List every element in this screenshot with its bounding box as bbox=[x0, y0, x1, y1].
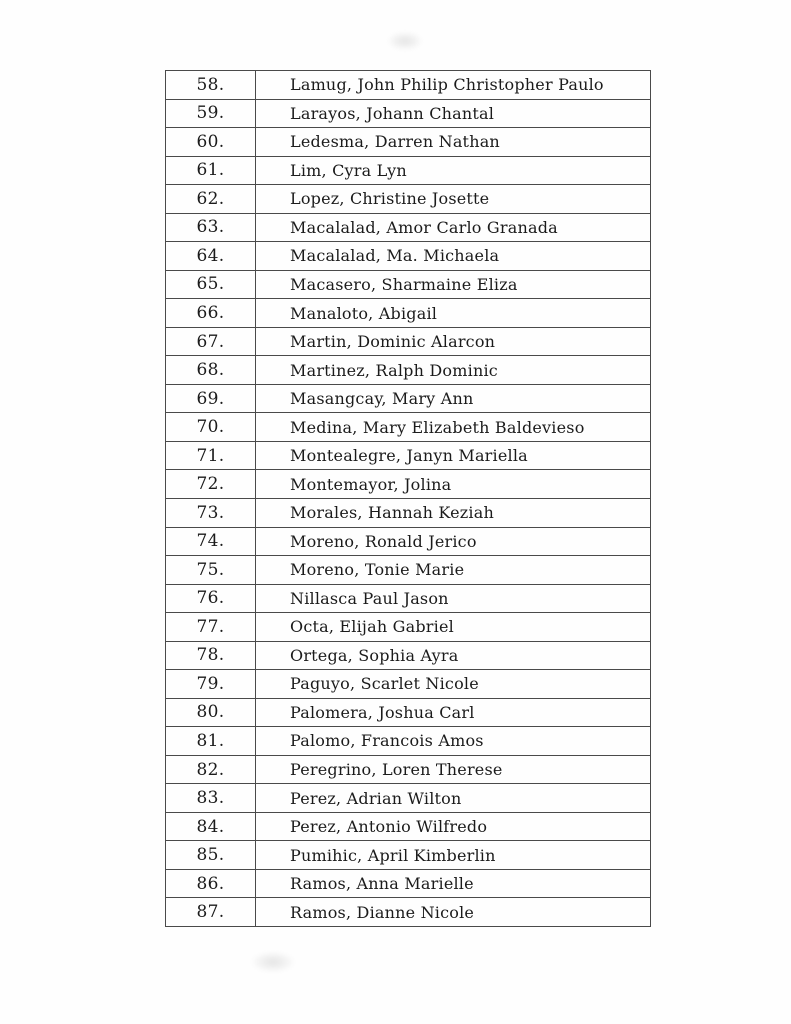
table-row bbox=[166, 555, 650, 584]
row-name: Pumihic, April Kimberlin bbox=[290, 845, 496, 865]
table-row bbox=[166, 612, 650, 641]
row-number: 77. bbox=[166, 613, 256, 641]
row-name: Ortega, Sophia Ayra bbox=[290, 645, 459, 665]
row-number: 84. bbox=[166, 813, 256, 841]
table-row bbox=[166, 869, 650, 898]
row-number: 82. bbox=[166, 756, 256, 784]
row-name: Montemayor, Jolina bbox=[290, 474, 452, 494]
table-row bbox=[166, 355, 650, 384]
table-row bbox=[166, 783, 650, 812]
row-number: 61. bbox=[166, 157, 256, 185]
row-name: Palomo, Francois Amos bbox=[290, 731, 484, 751]
table-row bbox=[166, 897, 650, 926]
table-row bbox=[166, 527, 650, 556]
row-name: Macalalad, Ma. Michaela bbox=[290, 246, 500, 266]
row-name: Perez, Antonio Wilfredo bbox=[290, 817, 488, 837]
row-number: 59. bbox=[166, 100, 256, 128]
scan-smudge bbox=[388, 32, 422, 50]
row-name: Lamug, John Philip Christopher Paulo bbox=[290, 75, 604, 95]
row-name: Macalalad, Amor Carlo Granada bbox=[290, 217, 558, 237]
row-number: 62. bbox=[166, 185, 256, 213]
row-number: 70. bbox=[166, 413, 256, 441]
table-row bbox=[166, 298, 650, 327]
table-row bbox=[166, 270, 650, 299]
row-name: Martin, Dominic Alarcon bbox=[290, 332, 496, 352]
row-number: 60. bbox=[166, 128, 256, 156]
table-row bbox=[166, 669, 650, 698]
table-row bbox=[166, 584, 650, 613]
table-row bbox=[166, 327, 650, 356]
row-number: 68. bbox=[166, 356, 256, 384]
row-number: 86. bbox=[166, 870, 256, 898]
row-name: Larayos, Johann Chantal bbox=[290, 103, 495, 123]
row-name: Martinez, Ralph Dominic bbox=[290, 360, 498, 380]
table-row bbox=[166, 213, 650, 242]
row-number: 72. bbox=[166, 470, 256, 498]
row-name: Palomera, Joshua Carl bbox=[290, 702, 475, 722]
table-row bbox=[166, 441, 650, 470]
row-name: Peregrino, Loren Therese bbox=[290, 760, 503, 780]
row-name: Morales, Hannah Keziah bbox=[290, 503, 494, 523]
row-number: 73. bbox=[166, 499, 256, 527]
row-number: 66. bbox=[166, 299, 256, 327]
row-name: Moreno, Tonie Marie bbox=[290, 560, 465, 580]
row-name: Lim, Cyra Lyn bbox=[290, 160, 407, 180]
row-name: Octa, Elijah Gabriel bbox=[290, 617, 454, 637]
row-name: Lopez, Christine Josette bbox=[290, 189, 490, 209]
table-row bbox=[166, 755, 650, 784]
table-row bbox=[166, 726, 650, 755]
table-row bbox=[166, 71, 650, 99]
row-name: Ramos, Dianne Nicole bbox=[290, 902, 475, 922]
table-row bbox=[166, 156, 650, 185]
row-name: Ledesma, Darren Nathan bbox=[290, 132, 500, 152]
row-number: 78. bbox=[166, 642, 256, 670]
row-name: Perez, Adrian Wilton bbox=[290, 788, 462, 808]
table-row bbox=[166, 812, 650, 841]
row-number: 74. bbox=[166, 528, 256, 556]
table-row bbox=[166, 641, 650, 670]
row-number: 58. bbox=[166, 71, 256, 99]
row-name: Paguyo, Scarlet Nicole bbox=[290, 674, 479, 694]
row-name: Ramos, Anna Marielle bbox=[290, 874, 474, 894]
row-name: Moreno, Ronald Jerico bbox=[290, 531, 477, 551]
row-name: Medina, Mary Elizabeth Baldevieso bbox=[290, 417, 585, 437]
scan-smudge bbox=[252, 952, 294, 972]
row-name: Montealegre, Janyn Mariella bbox=[290, 446, 528, 466]
table-row bbox=[166, 241, 650, 270]
table-row bbox=[166, 412, 650, 441]
table-row bbox=[166, 840, 650, 869]
row-name: Masangcay, Mary Ann bbox=[290, 389, 474, 409]
table-row bbox=[166, 184, 650, 213]
table-row bbox=[166, 498, 650, 527]
table-row bbox=[166, 469, 650, 498]
row-name: Manaloto, Abigail bbox=[290, 303, 438, 323]
row-number: 81. bbox=[166, 727, 256, 755]
row-number: 64. bbox=[166, 242, 256, 270]
table-row bbox=[166, 384, 650, 413]
row-number: 87. bbox=[166, 898, 256, 926]
row-name: Macasero, Sharmaine Eliza bbox=[290, 274, 518, 294]
row-number: 69. bbox=[166, 385, 256, 413]
row-number: 80. bbox=[166, 699, 256, 727]
table-row bbox=[166, 99, 650, 128]
row-number: 83. bbox=[166, 784, 256, 812]
row-number: 76. bbox=[166, 585, 256, 613]
table-row bbox=[166, 698, 650, 727]
row-number: 85. bbox=[166, 841, 256, 869]
row-number: 71. bbox=[166, 442, 256, 470]
row-number: 63. bbox=[166, 214, 256, 242]
row-number: 75. bbox=[166, 556, 256, 584]
row-number: 67. bbox=[166, 328, 256, 356]
row-number: 65. bbox=[166, 271, 256, 299]
row-number: 79. bbox=[166, 670, 256, 698]
table-row bbox=[166, 127, 650, 156]
roster-table bbox=[165, 70, 651, 927]
row-name: Nillasca Paul Jason bbox=[290, 588, 449, 608]
